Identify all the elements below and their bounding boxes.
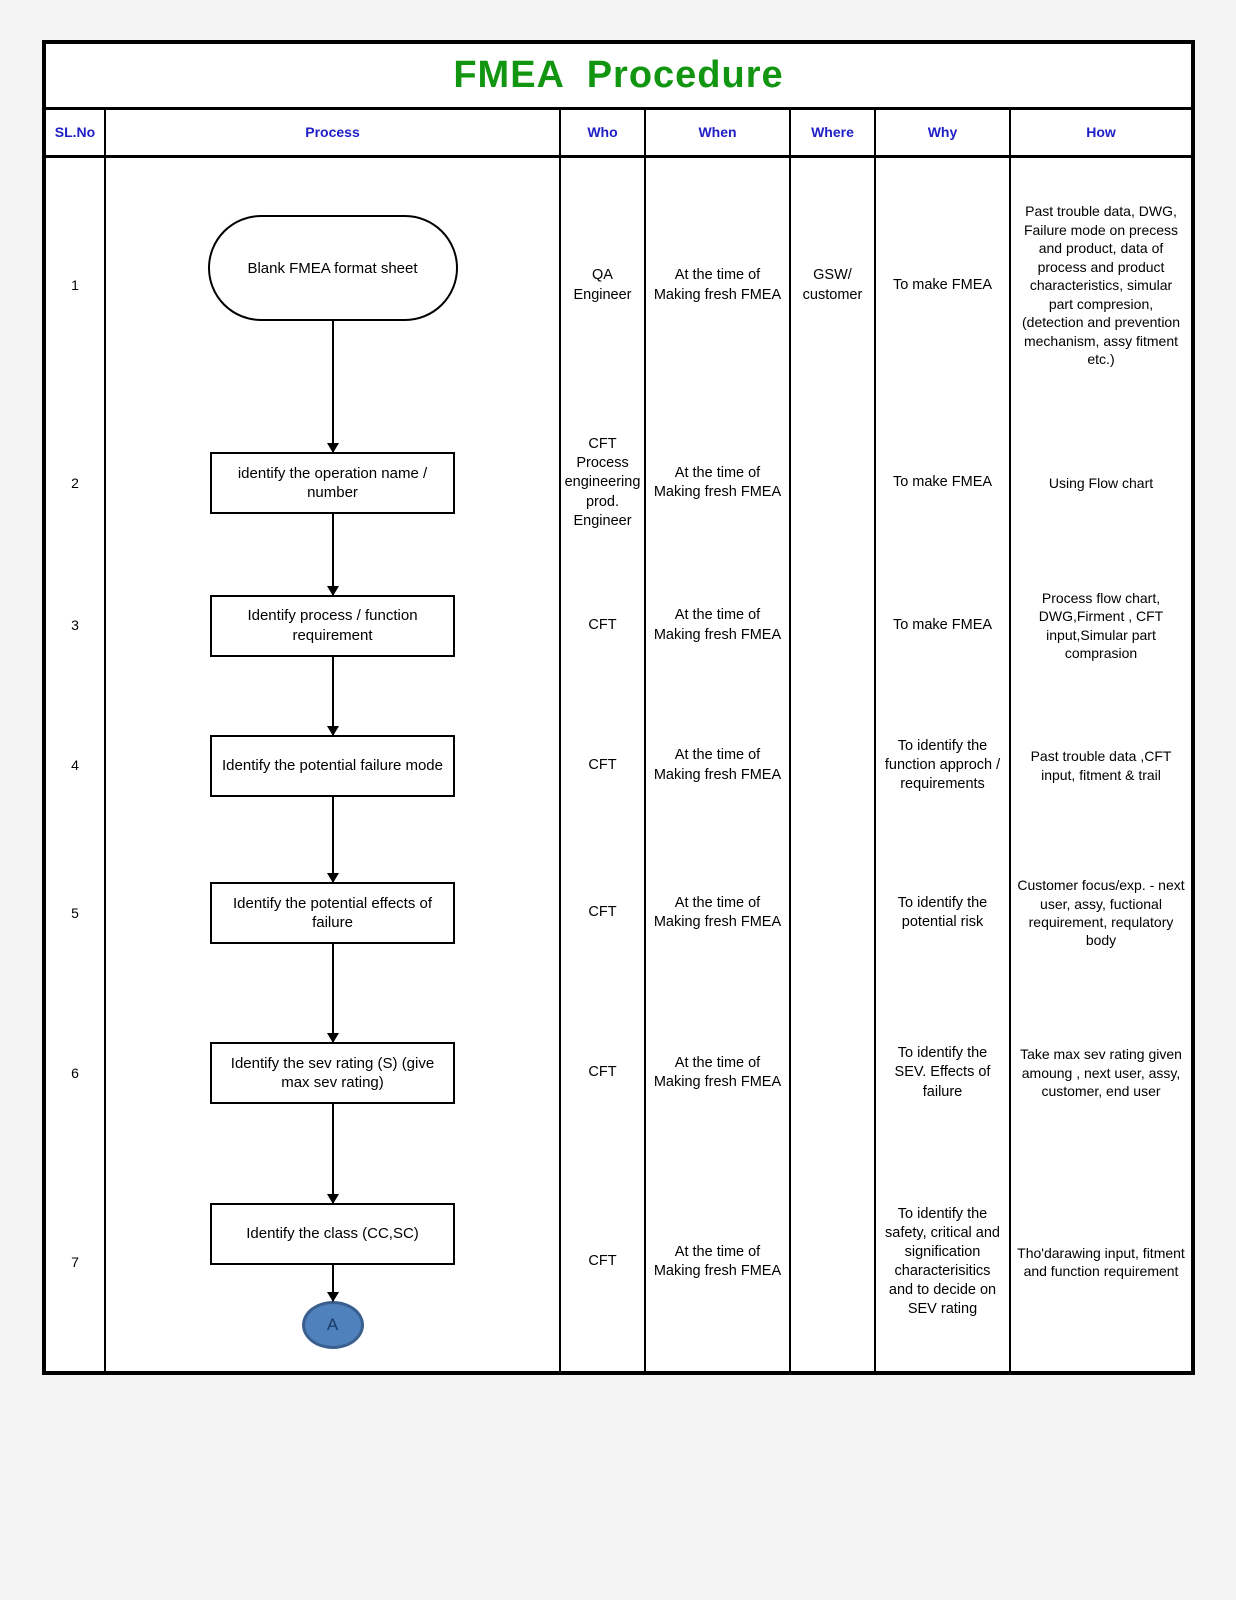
when-text: At the time of Making fresh FMEA (653, 607, 782, 643)
why-cell (876, 413, 1011, 553)
shape-label: identify the operation name / number (237, 464, 428, 501)
how-cell (1011, 413, 1191, 553)
how-text: Customer focus/exp. - next user, assy, fuctional requirement, requlatory body (1017, 877, 1185, 949)
row-number: 6 (71, 1064, 79, 1081)
who-text: CFT (588, 1064, 617, 1081)
how-cell (1011, 993, 1191, 1153)
how-text: Process flow chart, DWG,Firment , CFT input,Simular part comprasion (1038, 589, 1164, 661)
flow-shape-identify-failure-mode (210, 735, 455, 797)
when-text: At the time of Making fresh FMEA (653, 267, 782, 303)
flow-arrow (332, 698, 334, 735)
row-number: 2 (71, 474, 79, 491)
who-text: CFT (588, 1253, 617, 1270)
who-text: CFT (588, 616, 617, 633)
where-cell (791, 158, 876, 413)
shape-label: Identify process / function requirement (247, 607, 418, 644)
process-cell (106, 553, 561, 698)
who-cell (561, 698, 646, 833)
slno-cell (46, 833, 106, 993)
when-cell (646, 698, 791, 833)
when-cell (646, 553, 791, 698)
col-header-where: Where (791, 110, 876, 155)
spacer (332, 1349, 334, 1371)
slno-cell (46, 413, 106, 553)
why-cell (876, 553, 1011, 698)
how-text: Past trouble data ,CFT input, fitment & trail (1030, 748, 1172, 783)
why-text: To make FMEA (892, 616, 993, 633)
flow-shape-identify-process-function (210, 595, 455, 657)
process-cell (106, 833, 561, 993)
when-cell (646, 413, 791, 553)
when-text: At the time of Making fresh FMEA (653, 1054, 782, 1090)
why-text: To identify the safety, critical and signification characterisitics and to decide on SEV rating (885, 1205, 1000, 1318)
who-text: CFT Process engineering prod. Engineer (564, 436, 641, 529)
why-cell (876, 993, 1011, 1153)
how-cell (1011, 698, 1191, 833)
flow-shape-blank-fmea-sheet (208, 215, 458, 321)
how-cell (1011, 833, 1191, 993)
row-number: 4 (71, 757, 79, 774)
col-header-when: When (646, 110, 791, 155)
flow-arrow (332, 1153, 334, 1203)
slno-cell (46, 1153, 106, 1371)
slno-cell (46, 993, 106, 1153)
where-text: GSW/ customer (802, 267, 863, 303)
where-cell (791, 413, 876, 553)
shape-label: Blank FMEA format sheet (247, 259, 418, 277)
flow-shape-identify-operation (210, 452, 455, 514)
why-text: To identify the function approch / requirements (884, 737, 1001, 793)
why-text: To identify the potential risk (897, 894, 988, 930)
col-header-who: Who (561, 110, 646, 155)
flow-arrow (332, 1265, 334, 1301)
table-header-row (46, 110, 1191, 158)
flow-shape-identify-sev-rating (210, 1042, 455, 1104)
slno-cell (46, 698, 106, 833)
col-header-why: Why (876, 110, 1011, 155)
page-title: FMEA Procedure (453, 54, 784, 96)
row-number: 3 (71, 617, 79, 634)
flow-line (332, 514, 334, 553)
who-cell (561, 413, 646, 553)
flow-arrow (332, 553, 334, 595)
flow-line (332, 1104, 334, 1153)
when-cell (646, 993, 791, 1153)
table-body (46, 158, 1191, 1371)
flow-shape-identify-class (210, 1203, 455, 1265)
row-number: 7 (71, 1253, 79, 1270)
how-cell (1011, 553, 1191, 698)
why-text: To make FMEA (892, 276, 993, 293)
shape-label: Identify the class (CC,SC) (246, 1225, 419, 1243)
when-text: At the time of Making fresh FMEA (653, 747, 782, 783)
who-text: CFT (588, 756, 617, 773)
when-cell (646, 833, 791, 993)
how-cell (1011, 1153, 1191, 1371)
process-cell (106, 158, 561, 413)
slno-cell (46, 553, 106, 698)
how-text: Tho'darawing input, fitment and function requirement (1017, 1244, 1185, 1279)
process-cell (106, 1153, 561, 1371)
why-cell (876, 698, 1011, 833)
flow-shape-identify-effects-of-failure (210, 882, 455, 944)
why-cell (876, 833, 1011, 993)
col-header-how: How (1086, 124, 1116, 141)
who-cell (561, 553, 646, 698)
where-cell (791, 698, 876, 833)
when-text: At the time of Making fresh FMEA (653, 894, 782, 930)
who-cell (561, 158, 646, 413)
slno-cell (46, 158, 106, 413)
flow-line (332, 657, 334, 699)
shape-label: Identify the potential effects of failure (232, 894, 433, 931)
how-text: Using Flow chart (1048, 474, 1154, 491)
where-cell (791, 1153, 876, 1371)
row-number: 5 (71, 904, 79, 921)
flow-arrow (332, 413, 334, 452)
where-cell (791, 833, 876, 993)
who-cell (561, 993, 646, 1153)
col-header-slno: SL.No (46, 110, 106, 155)
who-cell (561, 833, 646, 993)
when-text: At the time of Making fresh FMEA (653, 1243, 782, 1279)
when-text: At the time of Making fresh FMEA (653, 464, 782, 500)
col-header-process: Process (106, 110, 561, 155)
process-cell (106, 413, 561, 553)
how-text: Past trouble data, DWG, Failure mode on precess and product, data of process and product characteristics, simular part compresion, (detection and prevention mechanism, assy fitment etc.) (1022, 203, 1180, 368)
flow-line (332, 321, 334, 413)
who-text: QA Engineer (573, 267, 632, 303)
who-text: CFT (588, 904, 617, 921)
shape-label: Identify the sev rating (S) (give max sev rating) (230, 1054, 435, 1091)
where-cell (791, 993, 876, 1153)
how-cell (1011, 158, 1191, 413)
process-cell (106, 993, 561, 1153)
flow-arrow (332, 833, 334, 882)
when-cell (646, 1153, 791, 1371)
process-cell (106, 698, 561, 833)
shape-label: Identify the potential failure mode (222, 756, 443, 774)
connector-a (302, 1301, 364, 1349)
flow-line (332, 797, 334, 834)
connector-label: A (326, 1314, 339, 1334)
title-bar (46, 44, 1191, 110)
why-cell (876, 1153, 1011, 1371)
row-number: 1 (71, 277, 79, 294)
how-text: Take max sev rating given amoung , next user, assy, customer, end user (1020, 1046, 1182, 1100)
why-text: To make FMEA (892, 474, 993, 491)
flow-line (332, 944, 334, 993)
why-cell (876, 158, 1011, 413)
where-cell (791, 553, 876, 698)
flow-arrow (332, 993, 334, 1042)
who-cell (561, 1153, 646, 1371)
when-cell (646, 158, 791, 413)
fmea-procedure-table (42, 40, 1195, 1375)
why-text: To identify the SEV. Effects of failure (894, 1045, 991, 1100)
